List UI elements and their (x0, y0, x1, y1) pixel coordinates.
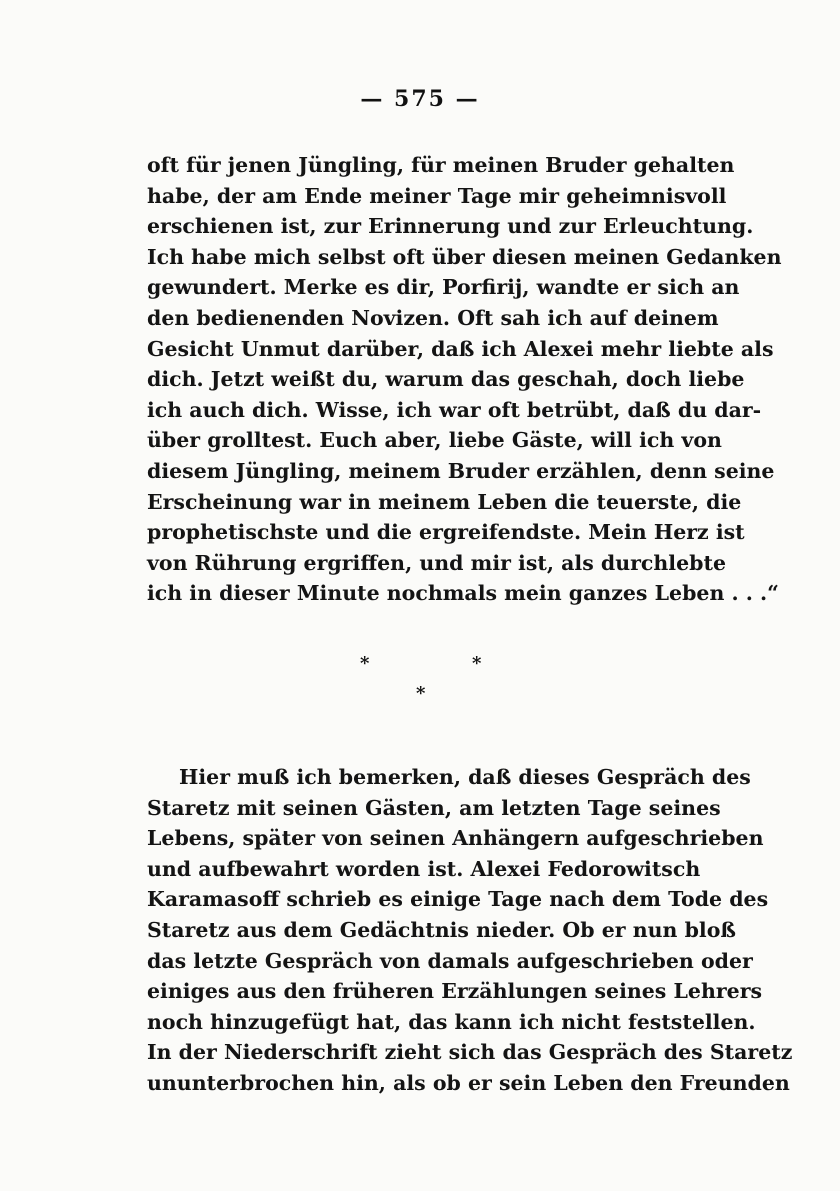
text-line: ununterbrochen hin, als ob er sein Leben den Freunden (147, 1070, 790, 1095)
text-line: diesem Jüngling, meinem Bruder erzählen, denn seine (147, 458, 775, 483)
separator-star: * (416, 683, 426, 704)
text-line: Lebens, später von seinen Anhängern aufgeschrieben (147, 826, 764, 851)
text-line: Hier muß ich bemerken, daß dieses Gespräch des (179, 765, 751, 789)
text-line: noch hinzugefügt hat, das kann ich nicht feststellen. (147, 1009, 756, 1034)
text-line: Ich habe mich selbst oft über diesen meinen Gedanken (147, 244, 782, 269)
text-line: In der Niederschrift zieht sich das Gespräch des Staretz (147, 1040, 793, 1065)
text-line: Gesicht Unmut darüber, daß ich Alexei mehr liebte als (147, 336, 774, 361)
page-number: — 575 — (360, 86, 480, 112)
paragraph-2 (147, 762, 793, 1099)
text-line: prophetischste und die ergreifendste. Mein Herz ist (147, 520, 745, 545)
text-line: ich in dieser Minute nochmals mein ganzes Leben . . .“ (147, 581, 779, 606)
text-line: habe, der am Ende meiner Tage mir geheimnisvoll (147, 183, 727, 208)
text-line: Erscheinung war in meinem Leben die teuerste, die (147, 489, 742, 514)
text-line: Staretz aus dem Gedächtnis nieder. Ob er nun bloß (147, 917, 736, 942)
text-line: von Rührung ergriffen, und mir ist, als durchlebte (147, 550, 726, 575)
text-line: Karamasoff schrieb es einige Tage nach dem Tode des (147, 887, 769, 912)
text-line: über grolltest. Euch aber, liebe Gäste, will ich von (147, 428, 722, 453)
text-line: einiges aus den früheren Erzählungen seines Lehrers (147, 979, 763, 1004)
text-line: gewundert. Merke es dir, Porfirij, wandte er sich an (147, 275, 740, 300)
text-line: Staretz mit seinen Gästen, am letzten Tage seines (147, 795, 721, 820)
text-line: das letzte Gespräch von damals aufgeschrieben oder (147, 948, 753, 973)
text-line: erschienen ist, zur Erinnerung und zur Erleuchtung. (147, 214, 754, 239)
text-line: den bedienenden Novizen. Oft sah ich auf deinem (147, 305, 719, 330)
text-line: oft für jenen Jüngling, für meinen Bruder gehalten (147, 153, 735, 177)
paragraph-1 (147, 150, 782, 609)
text-line: und aufbewahrt worden ist. Alexei Fedorowitsch (147, 856, 701, 881)
separator-star: * (360, 653, 370, 674)
separator-star: * (472, 653, 482, 674)
text-line: dich. Jetzt weißt du, warum das geschah, doch liebe (147, 367, 745, 392)
text-line: ich auch dich. Wisse, ich war oft betrübt, daß du dar- (147, 397, 762, 422)
